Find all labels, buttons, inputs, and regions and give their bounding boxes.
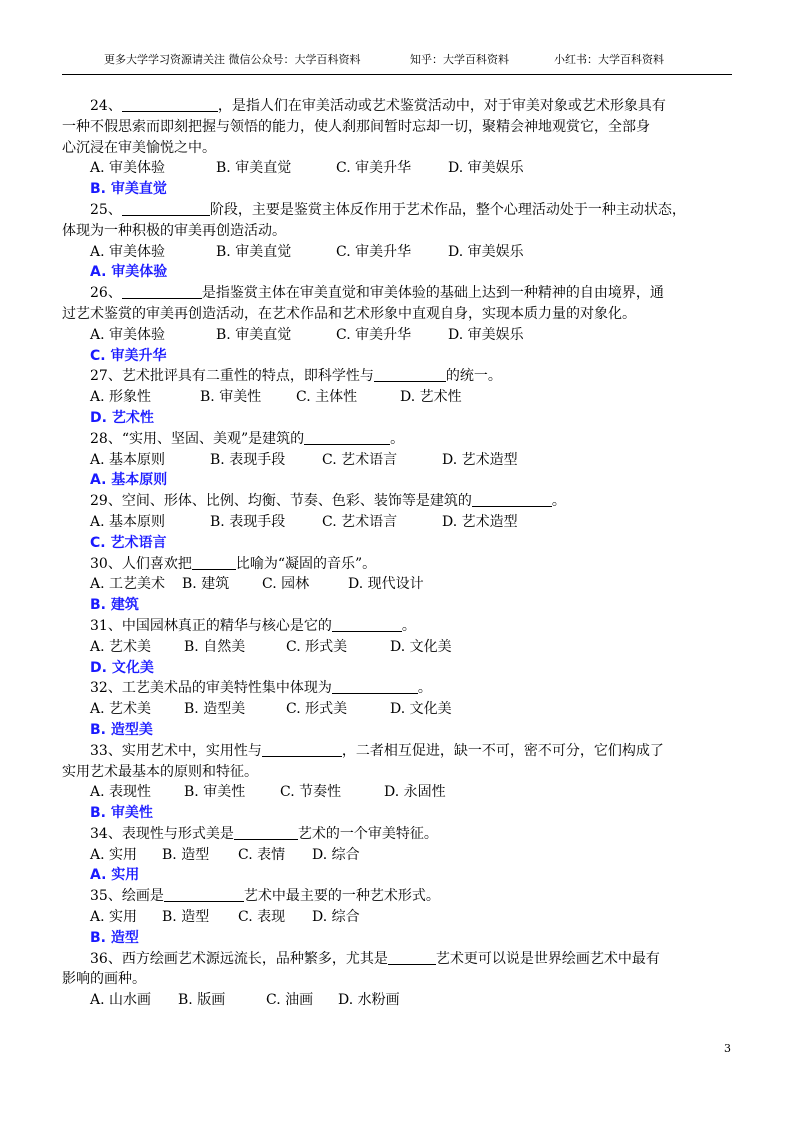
question-35: 35、绘画是 艺术中最主要的一种艺术形式。 [90, 888, 440, 905]
options: A. 实用 B. 造型 C. 表现 D. 综合 [90, 909, 360, 926]
blank [388, 950, 436, 965]
question-list [62, 96, 732, 1011]
options: A. 山水画 B. 版画 C. 油画 D. 水粉画 [90, 992, 400, 1009]
answer: A. 实用 [90, 867, 140, 884]
question-36: 36、西方绘画艺术源远流长，品种繁多，尤其是 艺术更可以说是世界绘画艺术中最有 [90, 950, 660, 967]
options: A. 审美体验 B. 审美直觉 C. 审美升华 D. 审美娱乐 [90, 326, 524, 343]
blank [332, 679, 418, 694]
question-text: 影响的画种。 [62, 971, 146, 988]
question-25: 25、 阶段，主要是鉴赏主体反作用于艺术作品，整个心理活动处于一种主动状态， [90, 201, 686, 218]
answer: B. 造型美 [90, 721, 153, 738]
answer: D. 文化美 [90, 659, 154, 676]
question-text: 过艺术鉴赏的审美再创造活动，在艺术作品和艺术形象中直观自身，实现本质力量的对象化。 [62, 305, 636, 322]
answer: D. 艺术性 [90, 409, 154, 426]
answer: C. 艺术语言 [90, 534, 167, 551]
answer: B. 审美直觉 [90, 181, 167, 198]
answer: C. 审美升华 [90, 347, 167, 364]
question-text: 一种不假思索而即刻把握与领悟的能力，使人刹那间暂时忘却一切，聚精会神地观赏它，全部身 [62, 118, 650, 135]
blank [122, 284, 202, 299]
header-xiaohongshu: 小红书：大学百科资料 [554, 53, 664, 66]
answer: A. 基本原则 [90, 472, 168, 489]
blank [164, 887, 244, 902]
blank [234, 825, 298, 840]
options: A. 实用 B. 造型 C. 表情 D. 综合 [90, 846, 360, 863]
header-zhihu: 知乎：大学百科资料 [410, 53, 509, 66]
header-divider [62, 74, 732, 75]
question-26: 26、 是指鉴赏主体在审美直觉和审美体验的基础上达到一种精神的自由境界，通 [90, 285, 664, 302]
question-text: 实用艺术最基本的原则和特征。 [62, 763, 258, 780]
question-text: 心沉浸在审美愉悦之中。 [62, 139, 216, 156]
blank [122, 201, 210, 216]
question-30: 30、人们喜欢把 比喻为“凝固的音乐”。 [90, 555, 377, 572]
page-header [62, 52, 732, 68]
question-31: 31、中国园林真正的精华与核心是它的 。 [90, 617, 416, 634]
options: A. 基本原则 B. 表现手段 C. 艺术语言 D. 艺术造型 [90, 513, 518, 530]
options: A. 工艺美术 B. 建筑 C. 园林 D. 现代设计 [90, 576, 424, 593]
question-28: 28、“实用、坚固、美观”是建筑的 。 [90, 430, 405, 447]
answer: B. 造型 [90, 929, 139, 946]
blank [262, 742, 342, 757]
answer: B. 审美性 [90, 805, 153, 822]
question-text: 体现为一种积极的审美再创造活动。 [62, 222, 286, 239]
page-number: 3 [724, 1042, 731, 1055]
blank [472, 492, 552, 507]
options: A. 艺术美 B. 自然美 C. 形式美 D. 文化美 [90, 638, 452, 655]
question-29: 29、空间、形体、比例、均衡、节奏、色彩、装饰等是建筑的 。 [90, 493, 566, 510]
answer: A. 审美体验 [90, 264, 168, 281]
options: A. 审美体验 B. 审美直觉 C. 审美升华 D. 审美娱乐 [90, 243, 524, 260]
options: A. 审美体验 B. 审美直觉 C. 审美升华 D. 审美娱乐 [90, 160, 524, 177]
options: A. 表现性 B. 审美性 C. 节奏性 D. 永固性 [90, 784, 446, 801]
options: A. 基本原则 B. 表现手段 C. 艺术语言 D. 艺术造型 [90, 451, 518, 468]
question-27: 27、艺术批评具有二重性的特点，即科学性与 的统一。 [90, 368, 502, 385]
blank [304, 430, 390, 445]
blank [374, 367, 446, 382]
options: A. 艺术美 B. 造型美 C. 形式美 D. 文化美 [90, 701, 452, 718]
question-34: 34、表现性与形式美是 艺术的一个审美特征。 [90, 825, 438, 842]
question-24: 24、 ，是指人们在审美活动或艺术鉴赏活动中，对于审美对象或艺术形象具有 [90, 98, 666, 114]
question-32: 32、工艺美术品的审美特性集中体现为 。 [90, 680, 432, 697]
blank [332, 617, 402, 632]
options: A. 形象性 B. 审美性 C. 主体性 D. 艺术性 [90, 389, 462, 406]
question-33: 33、实用艺术中，实用性与 ，二者相互促进，缺一不可，密不可分，它们构成了 [90, 742, 664, 759]
answer: B. 建筑 [90, 597, 139, 614]
blank [192, 555, 236, 570]
header-wechat: 更多大学学习资源请关注 微信公众号：大学百科资料 [104, 53, 361, 66]
blank [122, 97, 218, 112]
